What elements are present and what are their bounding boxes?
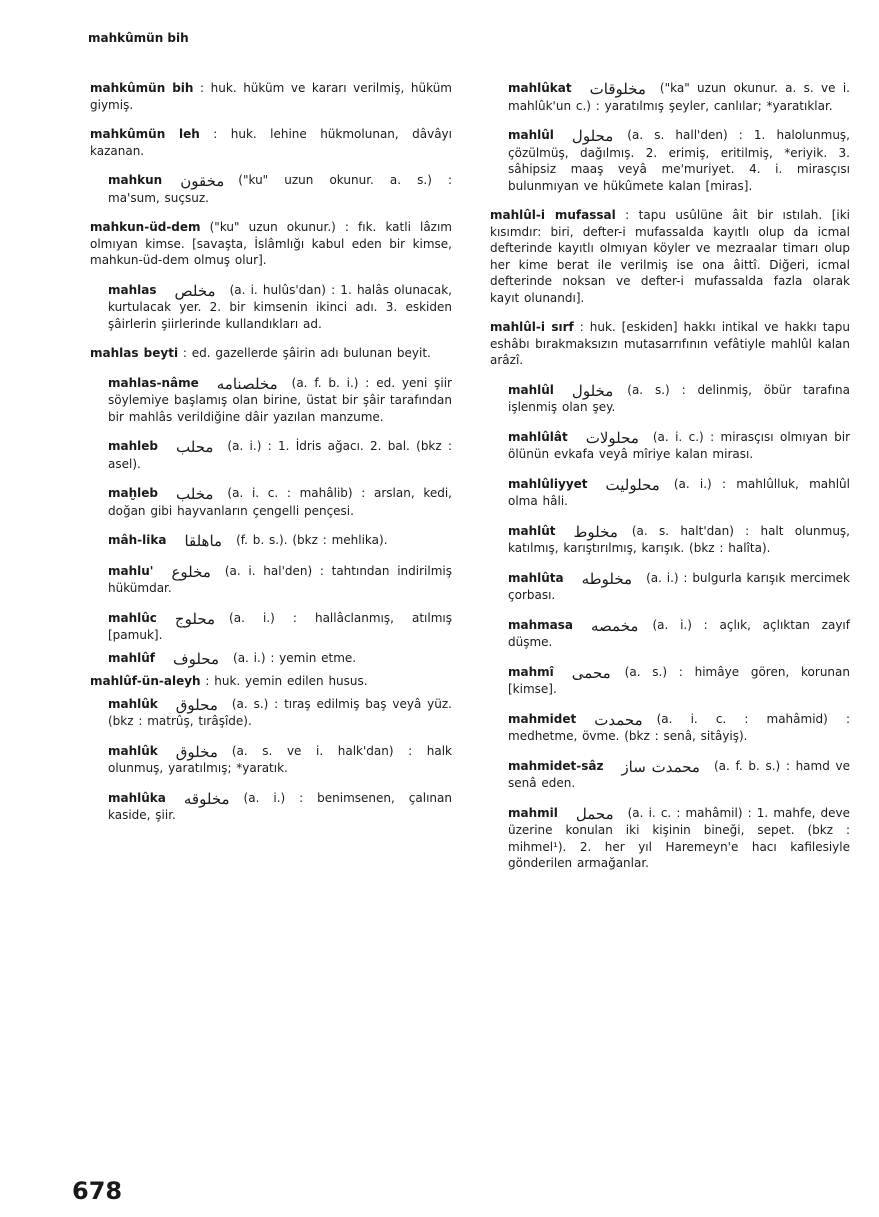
entry-definition: ("ka" uzun okunur. a. s. ve i. mahlûk'un c.) : yaratılmış şeyler, canlılar; *yaratıklar. — [508, 81, 850, 113]
entry-headword: mahlûl — [508, 382, 554, 397]
entry-ottoman-script: محمل — [575, 804, 614, 823]
entry-definition: (a. i. c. : mahâmid) : medhetme, övme. (bkz : senâ, sitâyiş). — [508, 711, 850, 743]
entry-definition: (a. i.) : benimsenen, çalınan kaside, şiir. — [108, 790, 452, 822]
dictionary-entry — [72, 219, 452, 269]
entry-ottoman-script: ماهلقا — [184, 532, 223, 550]
dictionary-entry — [472, 758, 850, 792]
dictionary-entry — [72, 485, 452, 519]
entry-definition: (f. b. s.). (bkz : mehlika). — [236, 533, 388, 547]
entry-definition: : huk. hüküm ve kararı verilmiş, hüküm giymiş. — [90, 81, 452, 112]
entry-ottoman-script: مخلص — [174, 281, 216, 300]
dictionary-entry — [472, 382, 850, 416]
entry-definition: (a. i.) : yemin etme. — [233, 650, 357, 665]
entry-definition: (a. s.) : tıraş edilmiş baş veyâ yüz. (bkz : matrûş, tırâşîde). — [108, 696, 452, 728]
entry-ottoman-script: مخلوقه — [183, 789, 230, 808]
entry-headword: mahkun-üd-dem — [90, 220, 201, 234]
entry-definition: (a. i.) : 1. İdris ağacı. 2. bal. (bkz : asel). — [108, 439, 452, 471]
entry-headword: mahlût — [508, 523, 556, 538]
entry-headword: mahlas-nâme — [108, 375, 199, 390]
entry-definition: : ed. gazellerde şâirin adı bulunan beyit. — [178, 346, 431, 360]
dictionary-entry — [72, 790, 452, 824]
entry-definition: : tapu usûlüne âit bir ıstılah. [iki kısımdır: biri, defter-i mufassalda kayıtlı olup da icmal defterinde kayıtlı olmıyan köyler ve mezraalar timarı olup her kime berat ile verilmiş ise ona âittî. Diğeri, icmal defterinde noksan ve defter-i mufassalda fazla olarak kayıt olunandı]. — [490, 208, 850, 305]
entry-headword: mahmasa — [508, 617, 573, 632]
entry-headword: mahlûk — [108, 696, 158, 711]
entry-ottoman-script: مخلوق — [175, 742, 218, 761]
entry-ottoman-script: مخلوقات — [589, 80, 646, 98]
entry-definition: (a. i. c. : mahâlib) : arslan, kedi, doğan gibi hayvanların çengelli pençesi. — [108, 486, 452, 518]
entry-headword: mahmidet — [508, 711, 577, 726]
entry-headword: mahlûk — [108, 743, 158, 758]
entry-headword: mahlûliyyet — [508, 476, 588, 491]
entry-ottoman-script: محلوق — [175, 695, 218, 714]
dictionary-entry — [472, 711, 850, 745]
entry-ottoman-script: محمدت ساز — [621, 757, 700, 776]
dictionary-entry — [72, 375, 452, 426]
entry-definition: (a. i.) : mahlûlluk, mahlûl olma hâli. — [508, 476, 850, 508]
dictionary-entry — [472, 570, 850, 604]
dictionary-entry — [72, 345, 452, 362]
page-number: 678 — [72, 1177, 123, 1205]
running-head: mahkûmün bih — [88, 31, 189, 45]
entry-definition: : huk. [eskiden] hakkı intikal ve hakkı tapu eshâbı bırakmaksızın mutasarrıfının vefâtiyle mahlûl kalan arâzî. — [490, 320, 850, 367]
entry-ottoman-script: مخلصنامه — [216, 374, 278, 393]
entry-headword: maḫleb — [108, 486, 158, 500]
dictionary-entry — [72, 673, 452, 690]
dictionary-entry — [472, 80, 850, 114]
entry-ottoman-script: محلوف — [173, 649, 220, 668]
dictionary-entry — [72, 80, 452, 113]
entry-headword: mahlûlât — [508, 429, 568, 444]
dictionary-entry — [72, 282, 452, 333]
dictionary-entry — [472, 429, 850, 463]
dictionary-entry — [72, 126, 452, 159]
dictionary-entry — [472, 319, 850, 369]
entry-definition: (a. i.) : hallâclanmış, atılmış [pamuk]. — [108, 610, 452, 642]
entry-headword: mahmî — [508, 664, 554, 679]
entry-headword: mahlûkat — [508, 81, 572, 95]
entry-ottoman-script: مخلوط — [573, 522, 618, 541]
entry-ottoman-script: محلوج — [174, 609, 216, 628]
entry-headword: mahlas — [108, 282, 157, 297]
entry-ottoman-script: مخلول — [571, 381, 614, 400]
entry-headword: mahmidet-sâz — [508, 758, 604, 773]
entry-headword: mahlûf-ün-aleyh — [90, 674, 201, 688]
entry-definition: (a. i. c.) : mirasçısı olmıyan bir ölünün evkafa veyâ mîriye kalan mirası. — [508, 429, 850, 461]
entry-ottoman-script: مخلوطه — [581, 569, 633, 588]
entry-headword: mahlûf — [108, 650, 156, 665]
entry-ottoman-script: محلوليت — [605, 475, 660, 494]
entry-ottoman-script: مخلب — [176, 485, 214, 503]
entry-definition: (a. f. b. s.) : hamd ve senâ eden. — [508, 758, 850, 790]
entry-ottoman-script: مخقون — [180, 172, 225, 190]
entry-definition: ("ku" uzun okunur. a. s.) : ma'sum, suçsuz. — [108, 173, 452, 205]
dictionary-entry — [472, 127, 850, 194]
entry-headword: mahlûta — [508, 570, 564, 585]
entry-ottoman-script: محمدت — [594, 710, 643, 729]
entry-definition: (a. f. b. i.) : ed. yeni şiir söylemiye başlamış olan birine, üstat bir şâir tarafından bir mahlâs verildiğine dâir yazılan manzume. — [108, 375, 452, 424]
entry-definition: : huk. yemin edilen husus. — [200, 674, 368, 688]
dictionary-entry — [72, 563, 452, 597]
dictionary-entry — [72, 650, 452, 668]
entry-definition: (a. i. hal'den) : tahtından indirilmiş hükümdar. — [108, 563, 452, 595]
entry-definition: (a. s. ve i. halk'dan) : halk olunmuş, yaratılmış; *yaratık. — [108, 743, 452, 775]
entry-definition: (a. s.) : delinmiş, öbür tarafına işlenmiş olan şey. — [508, 382, 850, 414]
right-column — [472, 80, 850, 885]
entry-ottoman-script: محلب — [176, 438, 214, 456]
entry-headword: mahlûl-i sırf — [490, 320, 574, 334]
entry-definition: : huk. lehine hükmolunan, dâvâyı kazanan. — [90, 127, 452, 158]
entry-definition: (a. s. halt'dan) : halt olunmuş, katılmış, karıştırılmış, karışık. (bkz : halîta). — [508, 523, 850, 555]
dictionary-entry — [472, 617, 850, 651]
dictionary-entry — [72, 532, 452, 550]
entry-definition: (a. i.) : bulgurla karışık mercimek çorbası. — [508, 570, 850, 602]
entry-ottoman-script: مخمصه — [591, 616, 639, 635]
entry-ottoman-script: محلول — [571, 127, 614, 145]
entry-headword: mâh-lika — [108, 533, 167, 547]
dictionary-entry — [472, 476, 850, 510]
entry-definition: ("ku" uzun okunur.) : fık. katli lâzım olmıyan kimse. [savaşta, İslâmlığı kabul eden bir kimse, mahkun-üd-dem olmuş olur]. — [90, 220, 452, 267]
dictionary-entry — [472, 207, 850, 306]
left-column — [72, 80, 452, 837]
dictionary-entry — [72, 696, 452, 730]
entry-headword: mahlas beyti — [90, 346, 179, 360]
entry-headword: mahmil — [508, 805, 558, 820]
dictionary-entry — [72, 743, 452, 777]
entry-headword: mahkun — [108, 173, 163, 187]
dictionary-entry — [472, 805, 850, 872]
dictionary-entry — [72, 172, 452, 206]
entry-headword: mahkûmün leh — [90, 127, 200, 141]
entry-ottoman-script: محمى — [571, 663, 611, 682]
entry-definition: (a. i.) : açlık, açlıktan zayıf düşme. — [508, 617, 850, 649]
entry-headword: mahleb — [108, 439, 158, 453]
entry-ottoman-script: مخلوع — [171, 562, 211, 581]
entry-definition: (a. s. hall'den) : 1. halolunmuş, çözülmüş, dağılmış. 2. erimiş, eritilmiş, *eriyik. 3. sâhipsiz maaş veyâ me'muriyet. 4. i. mirasçısı bulunmıyan ve hükûmete kalan [miras]. — [508, 128, 850, 193]
dictionary-entry — [72, 610, 452, 644]
entry-definition: (a. i. c. : mahâmil) : 1. mahfe, deve üzerine konulan iki kişinin bineği, sepet. (bkz : mihmel¹). 2. her yıl Haremeyn'e hacı kafilesiyle gönderilen armağanlar. — [508, 805, 850, 870]
dictionary-entry — [72, 438, 452, 472]
entry-definition: (a. i. hulûs'dan) : 1. halâs olunacak, kurtulacak yer. 2. bir kimsenin ikinci adı. 3. eskiden şâirlerin şiirlerinde kullandıkları ad. — [108, 282, 452, 331]
entry-headword: mahlûl — [508, 128, 554, 142]
entry-headword: mahlûka — [108, 790, 166, 805]
entry-headword: mahkûmün bih — [90, 81, 194, 95]
entry-ottoman-script: محلولات — [585, 428, 639, 447]
entry-headword: mahlûl-i mufassal — [490, 208, 616, 222]
entry-headword: mahlu' — [108, 563, 154, 578]
dictionary-entry — [472, 664, 850, 698]
entry-headword: mahlûc — [108, 610, 157, 625]
dictionary-entry — [472, 523, 850, 557]
entry-definition: (a. s.) : himâye gören, korunan [kimse]. — [508, 664, 850, 696]
